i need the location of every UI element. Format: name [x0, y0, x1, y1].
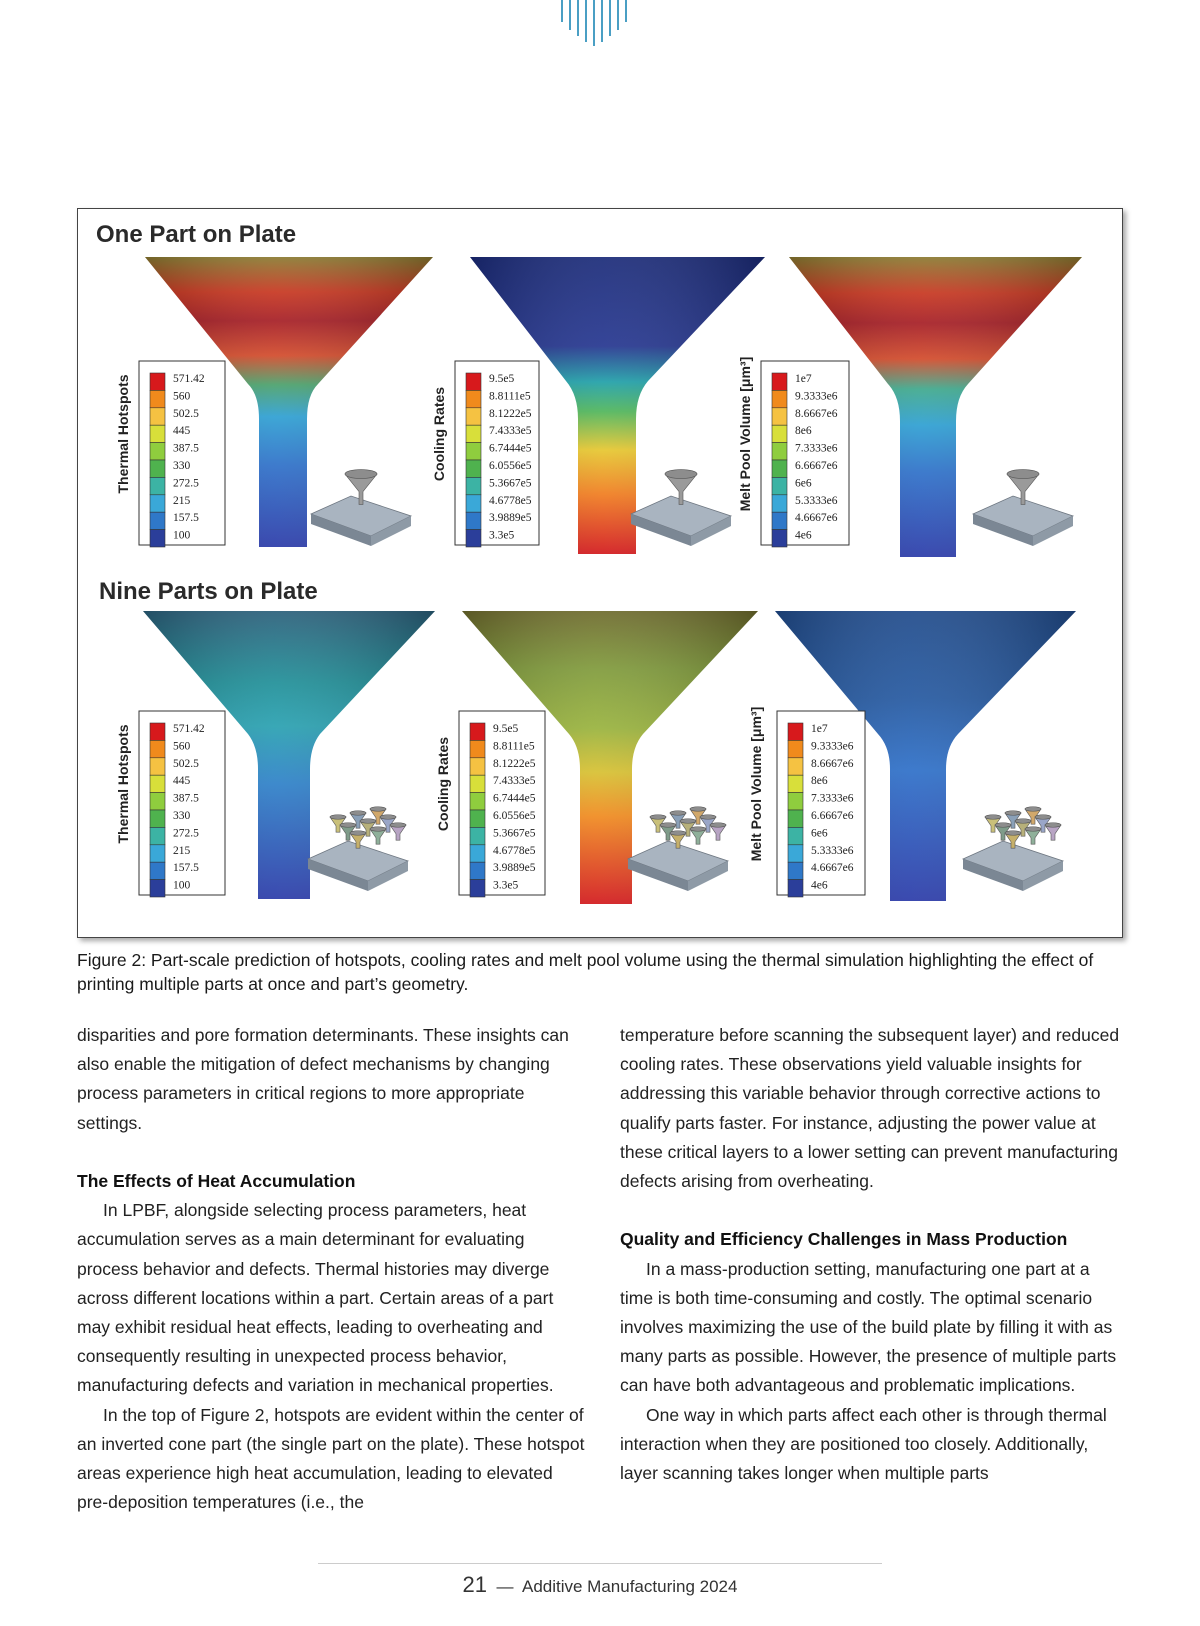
legend-tick-label: 560 [173, 390, 191, 403]
legend-swatch [772, 390, 787, 407]
legend-swatch [788, 862, 803, 879]
legend-tick-label: 8e6 [811, 775, 828, 788]
legend-swatch [772, 460, 787, 477]
legend-tick-label: 3.3e5 [493, 879, 519, 892]
legend-swatch [150, 460, 165, 477]
legend-axis-label: Cooling Rates [435, 736, 451, 832]
legend-tick-label: 5.3333e6 [811, 844, 854, 857]
legend-swatch [150, 495, 165, 512]
legend-tick-label: 3.9889e5 [489, 512, 532, 525]
footer-separator: — [496, 1577, 514, 1596]
legend-tick-label: 7.3333e6 [811, 792, 854, 805]
legend-tick-label: 571.42 [173, 723, 205, 735]
legend-tick-label: 9.3333e6 [795, 390, 838, 403]
legend-swatch [772, 373, 787, 390]
legend-tick-label: 5.3333e6 [795, 494, 838, 507]
legend-tick-label: 8e6 [795, 425, 812, 438]
legend-tick-label: 8.1222e5 [493, 757, 536, 770]
legend-axis-label: Thermal Hotspots [115, 374, 131, 494]
legend-tick-label: 8.1222e5 [489, 407, 532, 420]
legend-swatch [466, 460, 481, 477]
legend-swatch [150, 793, 165, 810]
legend-swatch [788, 758, 803, 775]
legend-tick-label: 8.6667e6 [795, 407, 838, 420]
legend-swatch [470, 827, 485, 844]
legend-swatch [772, 512, 787, 529]
legend-tick-label: 157.5 [173, 512, 199, 525]
legend-swatch [772, 495, 787, 512]
legend-tick-label: 4.6778e5 [493, 844, 536, 857]
legend-swatch [150, 408, 165, 425]
figure-caption: Figure 2: Part-scale prediction of hotspots, cooling rates and melt pool volume using the thermal simulation highlighting the effect of printing multiple parts at once and part’s geometry. [77, 950, 1094, 994]
legend-tick-label: 8.6667e6 [811, 757, 854, 770]
legend-tick-label: 5.3667e5 [493, 827, 536, 840]
legend-swatch [466, 477, 481, 494]
legend-swatch [772, 477, 787, 494]
legend-tick-label: 6.7444e5 [489, 442, 532, 455]
legend-swatch [150, 810, 165, 827]
legend-tick-label: 3.9889e5 [493, 862, 536, 875]
legend-swatch [466, 390, 481, 407]
right-section-heading: Quality and Efficiency Challenges in Mass Production [620, 1229, 1068, 1250]
legend-tick-label: 1e7 [811, 723, 828, 735]
legend-tick-label: 7.4333e5 [493, 775, 536, 788]
legend-tick-label: 6.7444e5 [493, 792, 536, 805]
legend-tick-label: 6e6 [811, 827, 828, 840]
legend-swatch [470, 723, 485, 740]
legend-swatch [788, 793, 803, 810]
footer-rule [318, 1563, 882, 1564]
legend-swatch [788, 775, 803, 792]
legend-tick-label: 1e7 [795, 373, 812, 385]
legend-cooling-bottom [435, 711, 545, 897]
bottom-section-heading: Nine Parts on Plate [99, 578, 318, 605]
single-part-plate-3 [973, 470, 1073, 546]
left-paragraph-1: disparities and pore formation determinants. These insights can also enable the mitigation of defect mechanisms by changing process parameters in critical regions to more appropriate settings. [77, 1025, 569, 1133]
legend-swatch [466, 530, 481, 547]
legend-tick-label: 571.42 [173, 373, 205, 385]
legend-tick-label: 9.5e5 [493, 723, 519, 735]
right-column [620, 1021, 1125, 1488]
legend-thermal-top [115, 361, 225, 547]
legend-tick-label: 330 [173, 810, 191, 822]
publication-name: Additive Manufacturing 2024 [521, 1577, 738, 1596]
legend-tick-label: 8.8111e5 [493, 740, 535, 753]
legend-swatch [466, 408, 481, 425]
left-paragraph-2: In LPBF, alongside selecting process parameters, heat accumulation serves as a main determinant for evaluating process behavior and defects. Thermal histories may diverge across different locations within a part. Certain areas of a part may exhibit residual heat effects, leading to overheating and consequently resulting in unexpected process behavior, manufacturing defects and variation in mechanical properties. [77, 1200, 554, 1396]
legend-swatch [150, 443, 165, 460]
legend-swatch [466, 425, 481, 442]
legend-swatch [150, 775, 165, 792]
legend-tick-label: 560 [173, 740, 191, 753]
legend-swatch [772, 408, 787, 425]
legend-tick-label: 4.6667e6 [811, 862, 854, 875]
legend-swatch [466, 495, 481, 512]
figure-2 [77, 208, 1123, 938]
legend-meltpool-top [737, 357, 849, 547]
legend-swatch [470, 793, 485, 810]
legend-swatch [788, 723, 803, 740]
legend-swatch [788, 810, 803, 827]
legend-swatch [470, 810, 485, 827]
legend-tick-label: 272.5 [173, 827, 199, 840]
legend-swatch [150, 425, 165, 442]
nine-parts-plate-1 [308, 807, 408, 891]
legend-swatch [788, 880, 803, 897]
legend-tick-label: 330 [173, 460, 191, 472]
legend-tick-label: 387.5 [173, 792, 199, 805]
legend-tick-label: 215 [173, 494, 191, 507]
left-paragraph-3: In the top of Figure 2, hotspots are evident within the center of an inverted cone part (the single part on the plate). These hotspot areas experience high heat accumulation, leading to elevated pre-deposition temperatures (i.e., the [77, 1404, 585, 1513]
legend-tick-label: 502.5 [173, 757, 199, 770]
legend-swatch [772, 530, 787, 547]
legend-tick-label: 9.3333e6 [811, 740, 854, 753]
build-plate-one-part-insets [311, 470, 1073, 546]
legend-swatch [788, 827, 803, 844]
legend-swatch [466, 443, 481, 460]
legend-swatch [788, 740, 803, 757]
legend-swatch [150, 880, 165, 897]
legend-tick-label: 6.0556e5 [493, 810, 536, 822]
legend-swatch [470, 758, 485, 775]
legend-tick-label: 6.6667e6 [795, 460, 838, 472]
page-footer [0, 1572, 1200, 1598]
legend-swatch [150, 373, 165, 390]
legend-swatch [150, 477, 165, 494]
legend-tick-label: 7.4333e5 [489, 425, 532, 438]
legend-meltpool-bottom [748, 707, 865, 897]
single-part-plate-2 [631, 470, 731, 546]
legend-tick-label: 6e6 [795, 477, 812, 490]
legend-swatch [150, 845, 165, 862]
legend-swatch [470, 862, 485, 879]
legend-axis-label: Thermal Hotspots [115, 724, 131, 844]
legend-tick-label: 272.5 [173, 477, 199, 490]
legend-tick-label: 100 [173, 879, 191, 892]
legend-tick-label: 3.3e5 [489, 529, 515, 542]
legend-swatch [150, 758, 165, 775]
legend-tick-label: 8.8111e5 [489, 390, 531, 403]
legend-swatch [772, 425, 787, 442]
legend-thermal-bottom [115, 711, 225, 897]
build-plate-nine-parts-insets [308, 807, 1063, 891]
legend-swatch [788, 845, 803, 862]
legend-swatch [150, 723, 165, 740]
legend-swatch [466, 512, 481, 529]
left-section-heading: The Effects of Heat Accumulation [77, 1171, 356, 1191]
simulation-figure [78, 209, 1122, 937]
legend-swatch [470, 740, 485, 757]
legend-tick-label: 6.0556e5 [489, 460, 532, 472]
legend-axis-label: Cooling Rates [431, 386, 447, 482]
legend-tick-label: 4e6 [811, 879, 828, 892]
legend-tick-label: 4e6 [795, 529, 812, 542]
legend-tick-label: 445 [173, 775, 191, 788]
legend-tick-label: 4.6667e6 [795, 512, 838, 525]
page-number: 21 [462, 1572, 488, 1597]
legend-tick-label: 215 [173, 844, 191, 857]
legend-tick-label: 100 [173, 529, 191, 542]
legend-tick-label: 445 [173, 425, 191, 438]
legend-tick-label: 7.3333e6 [795, 442, 838, 455]
legend-tick-label: 9.5e5 [489, 373, 515, 385]
legend-cooling-top [431, 361, 539, 547]
legend-swatch [150, 390, 165, 407]
legend-tick-label: 157.5 [173, 862, 199, 875]
legend-tick-label: 502.5 [173, 407, 199, 420]
legend-tick-label: 6.6667e6 [811, 810, 854, 822]
legend-tick-label: 5.3667e5 [489, 477, 532, 490]
legend-swatch [150, 862, 165, 879]
legend-swatch [150, 740, 165, 757]
top-section-heading: One Part on Plate [96, 221, 297, 248]
legend-axis-label: Melt Pool Volume [μm³] [748, 706, 764, 862]
legend-swatch [150, 512, 165, 529]
legend-swatch [470, 775, 485, 792]
nine-parts-plate-3 [963, 807, 1063, 891]
legend-swatch [772, 443, 787, 460]
header-decoration [560, 0, 640, 46]
right-paragraph-3: One way in which parts affect each other is through thermal interaction when they are positioned too closely. Additionally, layer scanning takes longer when multiple parts [620, 1404, 1107, 1484]
left-column [77, 1021, 587, 1517]
legend-swatch [470, 845, 485, 862]
legend-swatch [466, 373, 481, 390]
right-paragraph-1: temperature before scanning the subsequent layer) and reduced cooling rates. These observations yield valuable insights for addressing this variable behavior through corrective actions to qualify parts faster. For instance, adjusting the power value at these critical layers to a lower setting can prevent manufacturing defects arising from overheating. [620, 1025, 1120, 1192]
legend-tick-label: 4.6778e5 [489, 494, 532, 507]
legend-swatch [470, 880, 485, 897]
single-part-plate-1 [311, 470, 411, 546]
legend-axis-label: Melt Pool Volume [μm³] [737, 356, 753, 512]
legend-tick-label: 387.5 [173, 442, 199, 455]
right-paragraph-2: In a mass-production setting, manufacturing one part at a time is both time-consuming and costly. The optimal scenario involves maximizing the use of the build plate by filling it with as many parts as possible. However, the presence of multiple parts can have both advantageous and problematic implications. [620, 1258, 1117, 1396]
legend-swatch [150, 530, 165, 547]
legend-swatch [150, 827, 165, 844]
nine-parts-plate-2 [628, 807, 728, 891]
